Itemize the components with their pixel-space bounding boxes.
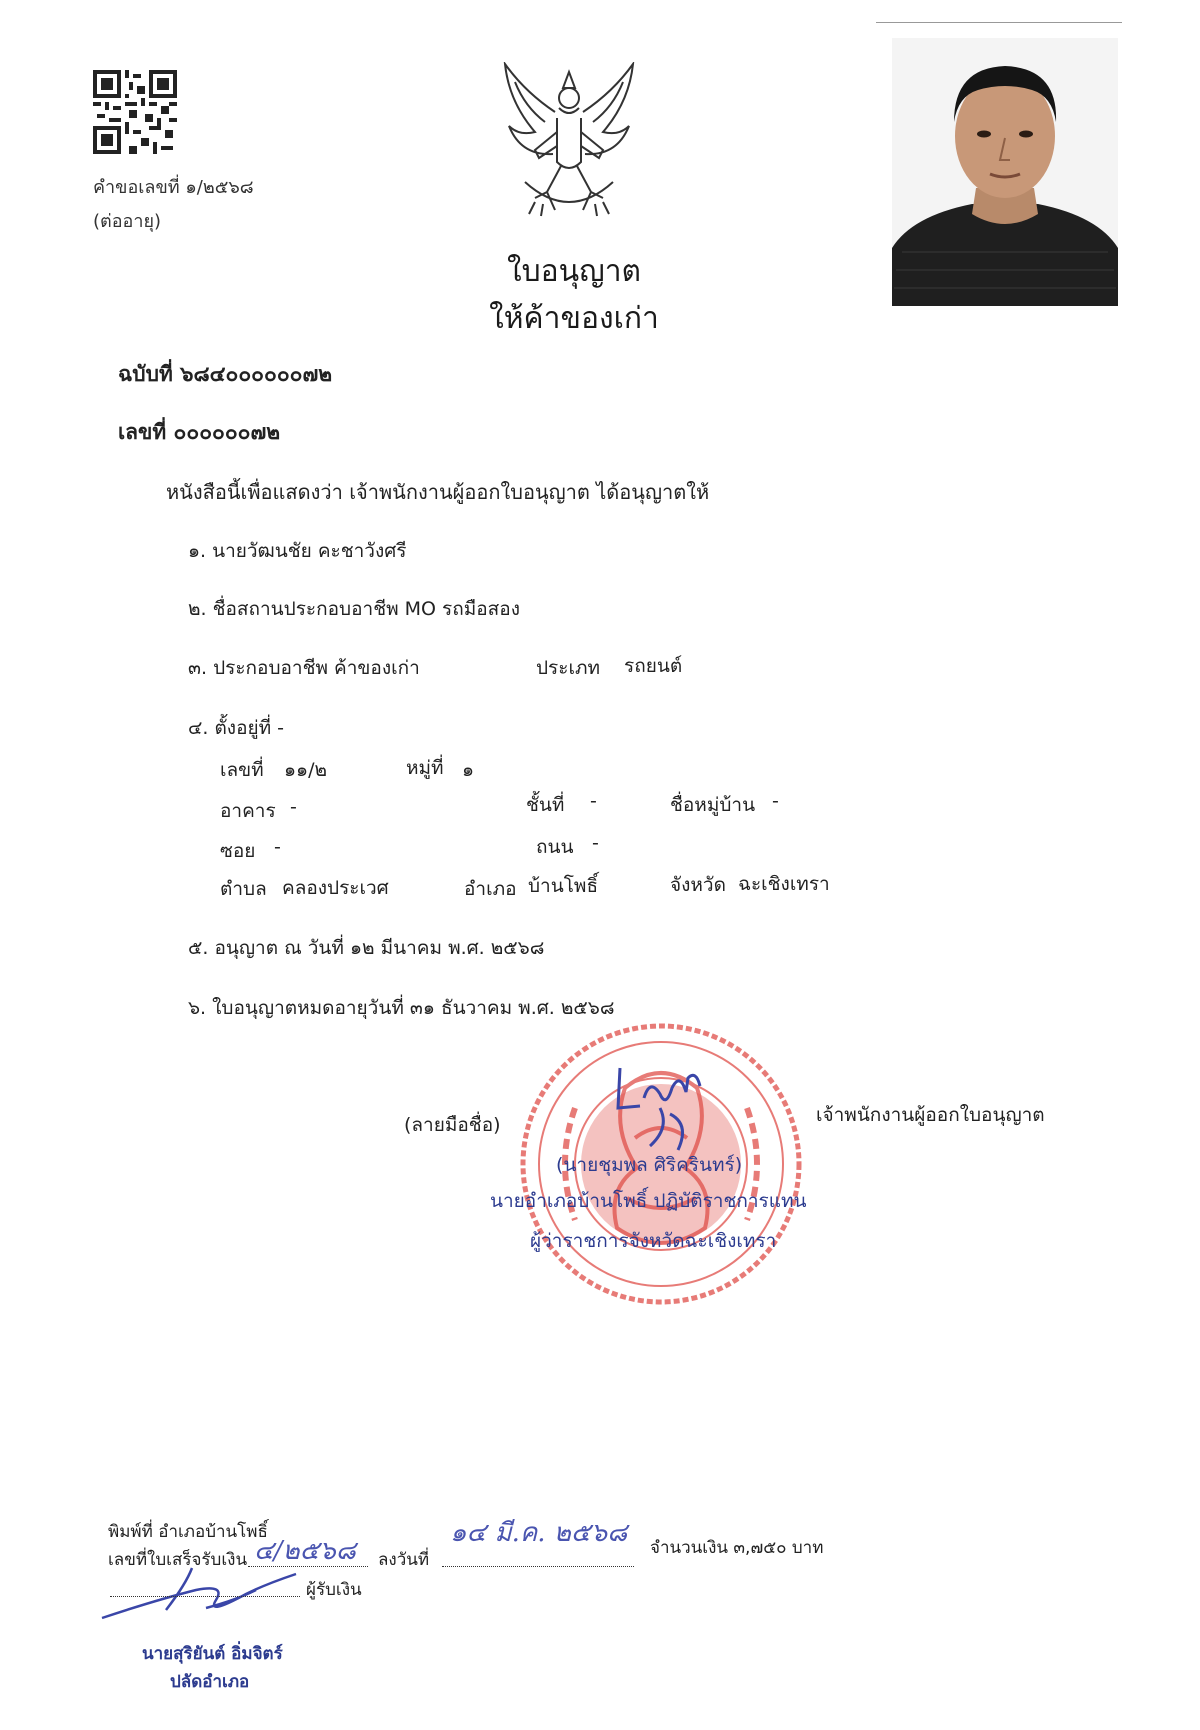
occupation: ๓. ประกอบอาชีพ ค้าของเก่า — [188, 657, 420, 679]
floor-value: - — [590, 790, 597, 812]
moo-label: หมู่ที่ — [406, 757, 444, 779]
document-title: ใบอนุญาต — [506, 254, 642, 289]
moo-value: ๑ — [462, 759, 475, 781]
copy-number: ฉบับที่ ๖๘๔๐๐๐๐๐๐๗๒ — [118, 362, 333, 386]
intro-statement: หนังสือนี้เพื่อแสดงว่า เจ้าพนักงานผู้ออกใบอนุญาต ได้อนุญาตให้ — [166, 480, 710, 504]
receipt-date: ๑๔ มี.ค. ๒๕๖๘ — [450, 1518, 628, 1548]
road-value: - — [592, 832, 599, 854]
top-rule — [876, 22, 1122, 23]
receiver-label: ผู้รับเงิน — [306, 1580, 362, 1600]
business-name: ๒. ชื่อสถานประกอบอาชีพ MO รถมือสอง — [188, 598, 520, 620]
receiver-line — [110, 1596, 300, 1597]
officer-name: นายสุริยันต์ อิ่มจิตร์ — [142, 1644, 283, 1664]
tambon-label: ตำบล — [220, 878, 267, 900]
date-line — [442, 1566, 634, 1567]
soi-value: - — [274, 836, 281, 858]
road-label: ถนน — [536, 836, 574, 858]
receipt-label: เลขที่ใบเสร็จรับเงิน — [108, 1550, 248, 1570]
signer-position-2: ผู้ว่าราชการจังหวัดฉะเชิงเทรา — [530, 1230, 777, 1252]
officer-position: ปลัดอำเภอ — [170, 1672, 250, 1692]
address-title: ๔. ตั้งอยู่ที่ - — [188, 717, 285, 739]
date-label: ลงวันที่ — [378, 1550, 430, 1570]
province-label: จังหวัด — [670, 874, 726, 896]
qr-code — [93, 70, 177, 154]
fee-amount: จำนวนเงิน ๓,๗๕๐ บาท — [650, 1538, 824, 1558]
document-subtitle: ให้ค้าของเก่า — [489, 301, 659, 336]
floor-label: ชั้นที่ — [526, 794, 565, 816]
village-label: ชื่อหมู่บ้าน — [670, 794, 756, 816]
house-no-value: ๑๑/๒ — [284, 759, 328, 781]
province-value: ฉะเชิงเทรา — [738, 873, 830, 895]
licensee-name: ๑. นายวัฒนชัย คะชาวังศรี — [188, 540, 407, 562]
date-expire: ๖. ใบอนุญาตหมดอายุวันที่ ๓๑ ธันวาคม พ.ศ. ๒๕๖๘ — [188, 997, 615, 1019]
tambon-value: คลองประเวศ — [282, 877, 389, 899]
village-value: - — [772, 790, 779, 812]
house-no-label: เลขที่ — [220, 759, 264, 781]
receipt-value: ๔/๒๕๖๘ — [254, 1536, 356, 1566]
signer-position-1: นายอำเภอบ้านโพธิ์ ปฏิบัติราชการแทน — [490, 1190, 807, 1212]
request-note: (ต่ออายุ) — [93, 211, 162, 232]
type-value: รถยนต์ — [624, 655, 683, 677]
building-label: อาคาร — [220, 800, 276, 822]
soi-label: ซอย — [220, 840, 256, 862]
receiver-signature — [96, 1560, 306, 1630]
type-label: ประเภท — [536, 657, 601, 679]
amphoe-label: อำเภอ — [464, 878, 517, 900]
amphoe-value: บ้านโพธิ์ — [528, 875, 599, 897]
signer-name: (นายชุมพล ศิริครินทร์) — [556, 1154, 743, 1176]
signer-role: เจ้าพนักงานผู้ออกใบอนุญาต — [816, 1104, 1045, 1126]
printed-at: พิมพ์ที่ อำเภอบ้านโพธิ์ — [108, 1522, 268, 1542]
date-granted: ๕. อนุญาต ณ วันที่ ๑๒ มีนาคม พ.ศ. ๒๕๖๘ — [188, 937, 545, 959]
request-number: คำขอเลขที่ ๑/๒๕๖๘ — [93, 177, 254, 198]
building-value: - — [290, 796, 297, 818]
garuda-emblem — [495, 62, 643, 220]
signature-mark — [600, 1058, 730, 1158]
signature-label: (ลายมือชื่อ) — [404, 1114, 501, 1136]
license-number: เลขที่ ๐๐๐๐๐๐๗๒ — [118, 420, 281, 444]
